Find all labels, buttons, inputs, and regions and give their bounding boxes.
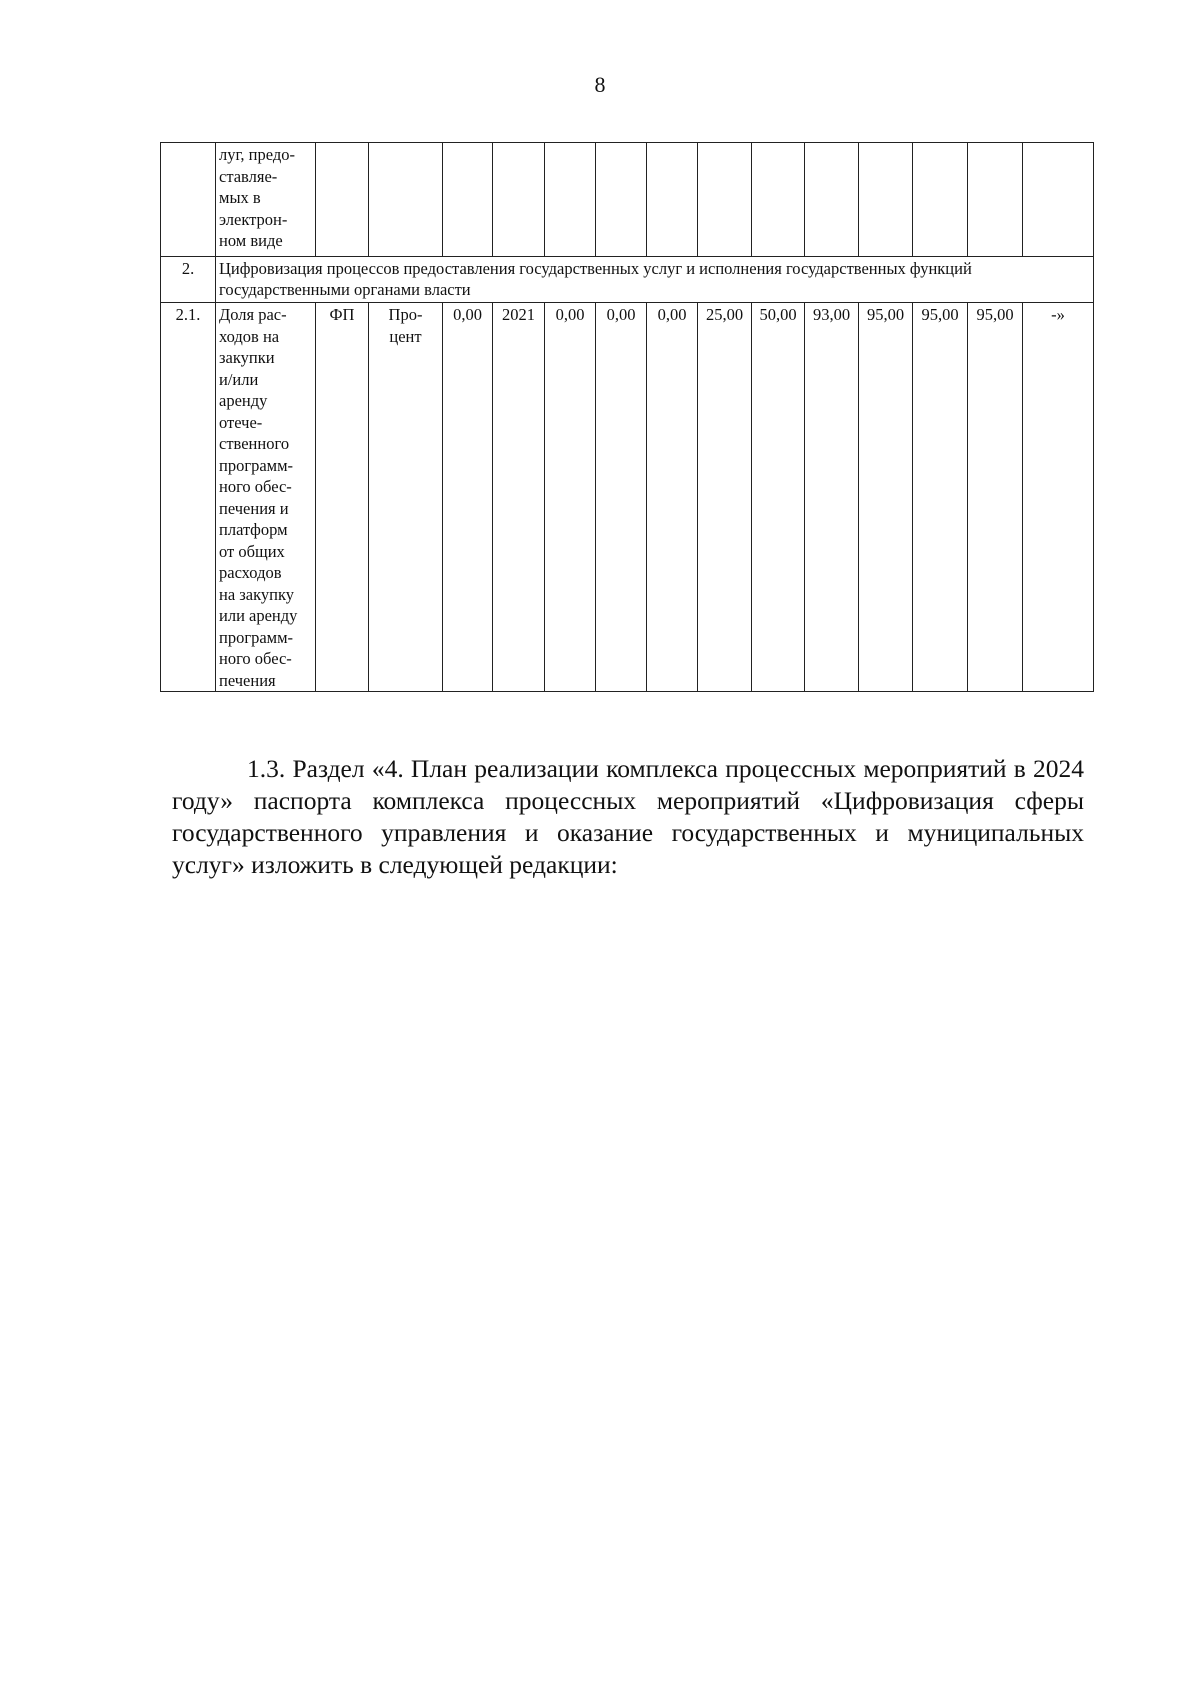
page-number: 8 <box>594 72 606 97</box>
value-cell: 95,00 <box>859 303 913 692</box>
unit-cell: Про- цент <box>369 303 443 692</box>
section-title-cell: Цифровизация процессов предоставления государственных услуг и исполнения государственных функций государственными органами власти <box>216 257 1094 303</box>
indicator-name-cell: луг, предо- ставляе- мых в электрон- ном виде <box>216 143 316 257</box>
indicator-name-cell: Доля рас- ходов на закупки и/или аренду отече- ственного программ- ного обес- печения и платформ от общих расходов на закупку или аренду программ- ного обес- печения <box>216 303 316 692</box>
value-cell: 2021 <box>493 303 545 692</box>
value-cell: 93,00 <box>805 303 859 692</box>
table-row <box>161 143 1094 257</box>
value-cell: 95,00 <box>968 303 1023 692</box>
indicators-table <box>160 142 1094 692</box>
body-paragraph: 1.3. Раздел «4. План реализации комплекса процессных мероприятий в 2024 году» паспорта комплекса процессных мероприятий «Цифровизация сферы государственного управления и оказание государственных и муниципальных услуг» изложить в следующей редакции: <box>172 753 1084 879</box>
value-cell: 0,00 <box>545 303 596 692</box>
row-number-cell: 2.1. <box>161 303 216 692</box>
section-row <box>161 257 1094 303</box>
table-row <box>161 303 1094 692</box>
section-number-cell: 2. <box>161 257 216 303</box>
value-cell: 95,00 <box>913 303 968 692</box>
value-cell: 0,00 <box>443 303 493 692</box>
value-cell: 0,00 <box>596 303 647 692</box>
indicator-type-cell: ФП <box>316 303 369 692</box>
value-cell: 50,00 <box>752 303 805 692</box>
responsible-cell: -» <box>1023 303 1094 692</box>
value-cell: 0,00 <box>647 303 698 692</box>
value-cell: 25,00 <box>698 303 752 692</box>
